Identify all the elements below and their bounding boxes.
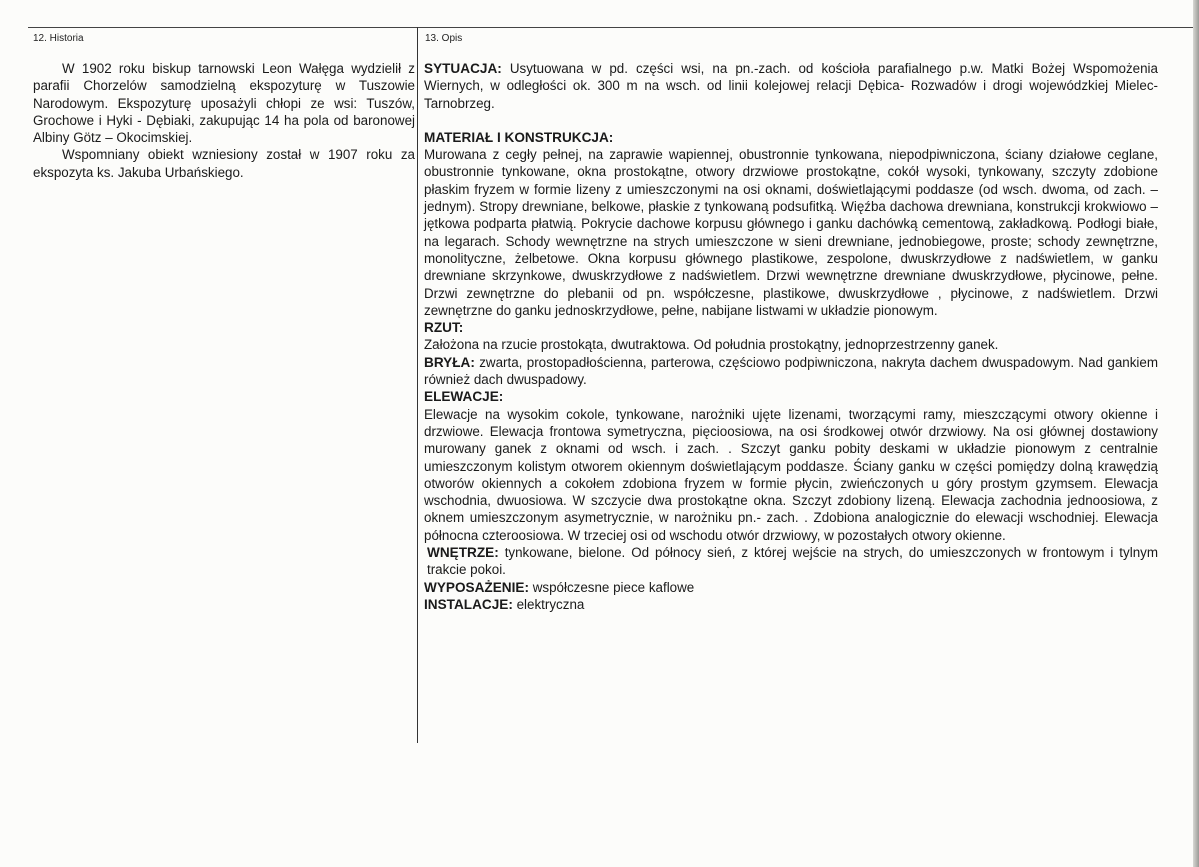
history-paragraph-1: W 1902 roku biskup tarnowski Leon Wałęga wydzielił z parafii Chorzelów samodzielną ekspozyturę w Tuszowie Narodowym. Ekspozyturę uposażyli chłopi ze wsi: Tuszów, Grochowe i Hyki - Dębiaki, zakupując 14 ha pola od baronowej Albiny Götz – Okocimskiej. xyxy=(33,61,415,146)
wnetrze-label: WNĘTRZE: xyxy=(427,545,499,561)
section-wyposazenie xyxy=(424,579,1158,596)
scan-edge xyxy=(1193,0,1199,867)
instalacje-text: elektryczna xyxy=(516,596,585,612)
section-instalacje xyxy=(424,596,1158,613)
history-column xyxy=(33,60,415,181)
rzut-text: Założona na rzucie prostokąta, dwutraktowa. Od południa prostokątny, jednoprzestrzenny ganek. xyxy=(424,337,999,353)
top-rule xyxy=(28,27,1199,28)
section-wnetrze xyxy=(424,544,1158,579)
section-rzut xyxy=(424,319,1158,354)
bryla-text: zwarta, prostopadłościenna, parterowa, częściowo podpiwniczona, nakryta dachem dwuspadowym. Nad gankiem również dach dwuspadowy. xyxy=(424,354,1158,388)
instalacje-label: INSTALACJE: xyxy=(424,596,513,612)
elewacje-label: ELEWACJE: xyxy=(424,389,504,405)
material-label: MATERIAŁ I KONSTRUKCJA: xyxy=(424,129,614,145)
wyposazenie-text: współczesne piece kaflowe xyxy=(532,579,695,595)
history-paragraph-2: Wspomniany obiekt wzniesiony został w 1907 roku za ekspozyta ks. Jakuba Urbańskiego. xyxy=(33,147,415,180)
elewacje-text: Elewacje na wysokim cokole, tynkowane, narożniki ujęte lizenami, tworzącymi ramy, mieszczącymi otwory okienne i drzwiowe. Elewacja frontowa symetryczna, pięcioosiowa, na osi środkowej otwór drzwiowy. Na osi głównej dostawiony murowany ganek z oknami od wsch. i zach. . Szczyt ganku pobity deskami w układzie pionowym z centralnie umieszczonym kolistym otworem okiennym doświetlającym poddasze. Ściany ganku w części pomiędzy dolną krawędzią otworów okiennych a cokołem zdobiona fryzem w formie płycin, zwieńczonych u góry prostym gzymsem. Elewacja wschodnia, dwuosiowa. W szczycie dwa prostokątne okna. Szczyt zdobiony lizeną. Elewacja zachodnia jednoosiowa, z oknem umieszczonym asymetrycznie, w narożniku pn.- zach. . Zdobiona analogicznie do elewacji wschodniej. Elewacja północna czteroosiowa. W trzeciej osi od wschodu otwór drzwiowy, w pozostałych otwory okienne. xyxy=(424,406,1158,543)
wnetrze-text: tynkowane, bielone. Od północy sień, z której wejście na strych, do umieszczonych w frontowym i tylnym trakcie pokoi. xyxy=(427,545,1158,578)
description-column xyxy=(424,60,1158,613)
sytuacja-label: SYTUACJA: xyxy=(424,61,502,76)
wyposazenie-label: WYPOSAŻENIE: xyxy=(424,579,529,595)
description-heading: 13. Opis xyxy=(425,33,463,44)
rzut-label: RZUT: xyxy=(424,320,464,336)
section-sytuacja xyxy=(424,60,1158,112)
history-heading: 12. Historia xyxy=(33,33,84,44)
sytuacja-text: Usytuowana w pd. części wsi, na pn.-zach. od kościoła parafialnego p.w. Matki Bożej Wspomożenia Wiernych, w odległości ok. 300 m na wsch. od linii kolejowej relacji Dębica- Rozwadów i drogi wojewódzkiej Mielec- Tarnobrzeg. xyxy=(424,61,1158,111)
section-material xyxy=(424,129,1158,319)
material-text: Murowana z cegły pełnej, na zaprawie wapiennej, obustronnie tynkowana, niepodpiwniczona, ściany działowe ceglane, obustronnie tynkowane, okna prostokątne, otwory drzwiowe prostokątne, cokół wysoki, tynkowany, szczyty zdobione płaskim fryzem w formie lizeny z umieszczonymi na osi oknami, doświetlającymi poddasze (od wsch. dwoma, od zach. – jednym). Stropy drewniane, belkowe, płaskie z tynkowaną podsufitką. Więźba dachowa drewniana, konstrukcji krokwiowo – jętkowa podparta płatwią. Pokrycie dachowe korpusu głównego i ganku dachówką cementową, zakładkową. Podłogi białe, na legarach. Schody wewnętrzne na strych umieszczone w sieni drewniane, jednobiegowe, proste; schody zewnętrzne, monolityczne, żelbetowe. Okna korpusu głównego plastikowe, zespolone, dwuskrzydłowe z nadświetlem, w ganku drewniane skrzynkowe, dwuskrzydłowe z nadświetlem. Drzwi wewnętrzne drewniane dwuskrzydłowe, płycinowe, pełne. Drzwi zewnętrzne do plebanii od pn. współczesne, plastikowe, dwuskrzydłowe , płycinowe, z nadświetlem. Drzwi zewnętrzne do ganku jednoskrzydłowe, pełne, nabijane listwami w układzie pionowym. xyxy=(424,147,1158,318)
bryla-label: BRYŁA: xyxy=(424,354,475,370)
column-divider xyxy=(417,27,418,743)
section-elewacje xyxy=(424,388,1158,544)
section-bryla xyxy=(424,354,1158,389)
